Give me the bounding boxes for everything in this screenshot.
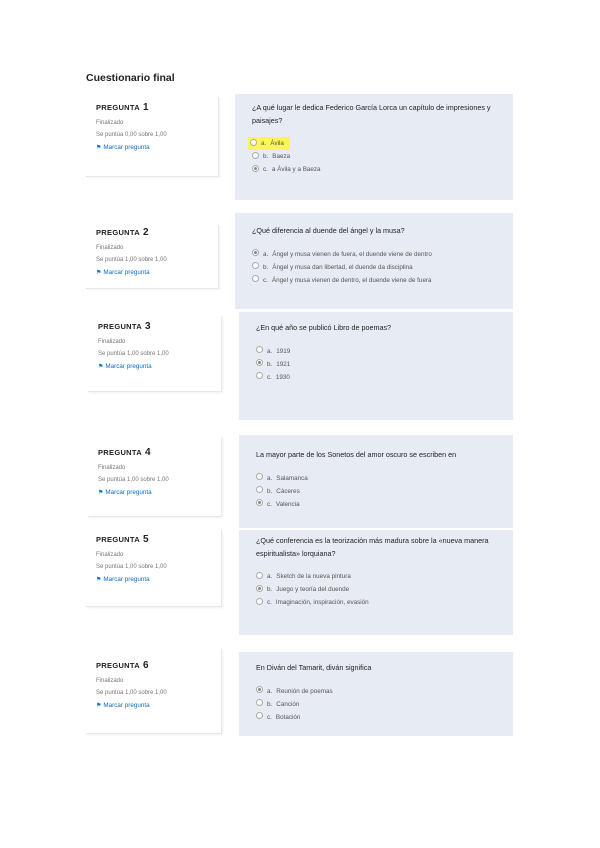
question-number-value: 2 — [142, 227, 149, 238]
radio-button-selected[interactable] — [256, 499, 263, 506]
flag-question-label: Marcar pregunta — [103, 576, 150, 583]
answer-options — [252, 248, 501, 287]
radio-button[interactable] — [256, 486, 263, 493]
flag-icon: ⚑ — [98, 490, 104, 496]
question-number-value: 1 — [142, 102, 149, 113]
question-label: PREGUNTA — [96, 661, 140, 670]
option-letter: b. — [263, 263, 269, 271]
flag-question-label: Marcar pregunta — [103, 269, 150, 276]
question-grade: Se puntúa 1,00 sobre 1,00 — [98, 351, 169, 357]
radio-button-selected[interactable] — [252, 249, 259, 256]
option-letter: c. — [263, 276, 268, 284]
question-info — [86, 649, 222, 734]
radio-button[interactable] — [256, 572, 263, 579]
option-letter: b. — [267, 360, 273, 368]
question-grade: Se puntúa 0,00 sobre 1,00 — [96, 132, 167, 138]
flag-icon: ⚑ — [96, 145, 102, 151]
question-state: Finalizado — [98, 465, 126, 471]
question-content — [239, 435, 513, 528]
question-number — [96, 227, 218, 238]
question-state: Finalizado — [96, 678, 124, 684]
option-text: Sketch de la nueva pintura — [276, 573, 351, 580]
flag-question-link[interactable] — [98, 489, 221, 496]
flag-question-label: Marcar pregunta — [103, 702, 150, 709]
option-text: Baeza — [272, 153, 291, 160]
radio-button[interactable] — [256, 346, 263, 353]
option-text: Ávila — [270, 140, 284, 147]
option-text: a Ávila y a Baeza — [271, 166, 321, 173]
question-state: Finalizado — [96, 245, 124, 251]
question-number — [98, 447, 221, 458]
radio-button[interactable] — [252, 262, 259, 269]
flag-question-label: Marcar pregunta — [103, 144, 150, 151]
question-number-value: 6 — [142, 660, 149, 671]
question-number — [96, 660, 221, 671]
flag-icon: ⚑ — [98, 364, 104, 370]
answer-options — [252, 137, 501, 176]
option-text: Reunión de poemas — [276, 687, 333, 695]
answer-option[interactable] — [252, 163, 501, 176]
question-text: ¿En qué año se publicó Libro de poemas? — [256, 323, 392, 332]
option-letter: a. — [267, 474, 273, 482]
question-info — [88, 316, 222, 392]
radio-button-selected[interactable] — [256, 585, 263, 592]
answer-option[interactable] — [256, 498, 501, 511]
question-number — [96, 102, 218, 113]
answer-option[interactable] — [256, 472, 501, 485]
radio-button-selected[interactable] — [256, 686, 263, 693]
option-letter: c. — [267, 500, 272, 508]
flag-question-label: Marcar pregunta — [105, 363, 152, 370]
question-text: ¿Qué diferencia al duende del ángel y la musa? — [252, 226, 405, 235]
page-title: Cuestionario final — [86, 72, 175, 84]
option-text: Ángel y musa vienen de dentro, el duende viene de fuera — [271, 276, 432, 284]
radio-button[interactable] — [256, 372, 263, 379]
question-text: ¿A qué lugar le dedica Federico García Lorca un capítulo de impresiones y paisajes? — [252, 103, 491, 125]
radio-button-selected[interactable] — [256, 359, 263, 366]
option-letter: a. — [267, 573, 273, 580]
question-label: PREGUNTA — [96, 103, 140, 112]
question-number — [98, 321, 221, 332]
flag-question-link[interactable] — [96, 702, 221, 709]
answer-option[interactable] — [256, 698, 501, 711]
answer-option[interactable] — [252, 248, 501, 261]
option-text: Ángel y musa dan libertad, el duende da disciplina — [272, 263, 413, 271]
option-letter: a. — [267, 347, 273, 355]
option-letter: b. — [263, 153, 269, 160]
question-grade: Se puntúa 1,00 sobre 1,00 — [98, 477, 169, 483]
option-text: 1919 — [276, 347, 291, 355]
answer-options — [256, 685, 501, 724]
question-info — [86, 97, 219, 177]
question-text: La mayor parte de los Sonetos del amor oscuro se escriben en — [256, 450, 457, 459]
question-number-value: 4 — [144, 447, 151, 458]
answer-option[interactable] — [256, 345, 501, 358]
answer-option[interactable] — [252, 261, 501, 274]
option-text: Juego y teoría del duende — [276, 586, 350, 593]
answer-option[interactable] — [252, 150, 501, 163]
radio-button[interactable] — [256, 699, 263, 706]
radio-button[interactable] — [256, 598, 263, 605]
answer-option[interactable] — [256, 685, 501, 698]
question-label: PREGUNTA — [96, 228, 140, 237]
question-state: Finalizado — [98, 339, 126, 345]
option-letter: c. — [267, 713, 272, 721]
question-content — [235, 213, 513, 309]
question-grade: Se puntúa 1,00 sobre 1,00 — [96, 257, 167, 263]
option-letter: a. — [261, 140, 267, 147]
answer-options — [256, 345, 501, 384]
flag-question-link[interactable] — [96, 144, 218, 151]
question-number — [96, 534, 221, 545]
option-letter: b. — [267, 586, 273, 593]
question-info — [86, 225, 219, 289]
question-text: ¿Qué conferencia es la teorización más madura sobre la «nueva manera espiritualista» lorquiana? — [256, 536, 489, 558]
answer-option[interactable] — [256, 485, 501, 498]
radio-button[interactable] — [256, 473, 263, 480]
flag-icon: ⚑ — [96, 703, 102, 709]
radio-button[interactable] — [252, 152, 259, 159]
radio-button[interactable] — [250, 139, 257, 146]
radio-button[interactable] — [252, 275, 259, 282]
flag-question-link[interactable] — [96, 576, 221, 583]
answer-option[interactable] — [256, 358, 501, 371]
question-label: PREGUNTA — [96, 535, 140, 544]
flag-icon: ⚑ — [96, 270, 102, 276]
flag-icon: ⚑ — [96, 577, 102, 583]
question-info — [86, 531, 222, 607]
answer-option[interactable] — [256, 711, 501, 724]
flag-question-label: Marcar pregunta — [105, 489, 152, 496]
question-content — [239, 652, 513, 736]
question-label: PREGUNTA — [98, 448, 142, 457]
option-text: Imaginación, inspiración, evasión — [275, 599, 369, 606]
option-text: 1930 — [275, 373, 290, 381]
option-letter: c. — [267, 373, 272, 381]
question-state: Finalizado — [96, 120, 124, 126]
option-text: Valencia — [275, 500, 300, 508]
question-content — [239, 530, 513, 635]
question-info — [88, 437, 222, 517]
answer-options — [256, 570, 501, 609]
option-text: Salamanca — [276, 474, 308, 482]
option-letter: c. — [263, 166, 268, 173]
question-grade: Se puntúa 1,00 sobre 1,00 — [96, 690, 167, 696]
option-text: Ángel y musa vienen de fuera, el duende viene de dentro — [272, 250, 432, 258]
answer-option[interactable] — [256, 583, 501, 596]
answer-option[interactable] — [256, 596, 501, 609]
option-text: Cáceres — [276, 487, 300, 495]
flag-question-link[interactable] — [98, 363, 221, 370]
answer-option[interactable] — [252, 137, 501, 150]
answer-option[interactable] — [256, 570, 501, 583]
answer-option[interactable] — [252, 274, 501, 287]
question-label: PREGUNTA — [98, 322, 142, 331]
question-content — [239, 312, 513, 420]
option-letter: a. — [263, 250, 269, 258]
flag-question-link[interactable] — [96, 269, 218, 276]
question-grade: Se puntúa 1,00 sobre 1,00 — [96, 564, 167, 570]
option-letter: b. — [267, 487, 273, 495]
answer-options — [256, 472, 501, 511]
question-content — [235, 94, 513, 200]
question-state: Finalizado — [96, 552, 124, 558]
option-letter: a. — [267, 687, 273, 695]
option-text: 1921 — [276, 360, 291, 368]
option-letter: b. — [267, 700, 273, 708]
option-letter: c. — [267, 599, 272, 606]
question-text: En Diván del Tamarit, diván significa — [256, 663, 372, 672]
radio-button[interactable] — [256, 712, 263, 719]
question-number-value: 5 — [142, 534, 149, 545]
option-text: Canción — [276, 700, 300, 708]
option-text: Botación — [275, 713, 301, 721]
answer-highlight — [248, 137, 290, 150]
answer-option[interactable] — [256, 371, 501, 384]
question-number-value: 3 — [144, 321, 151, 332]
radio-button-selected[interactable] — [252, 165, 259, 172]
